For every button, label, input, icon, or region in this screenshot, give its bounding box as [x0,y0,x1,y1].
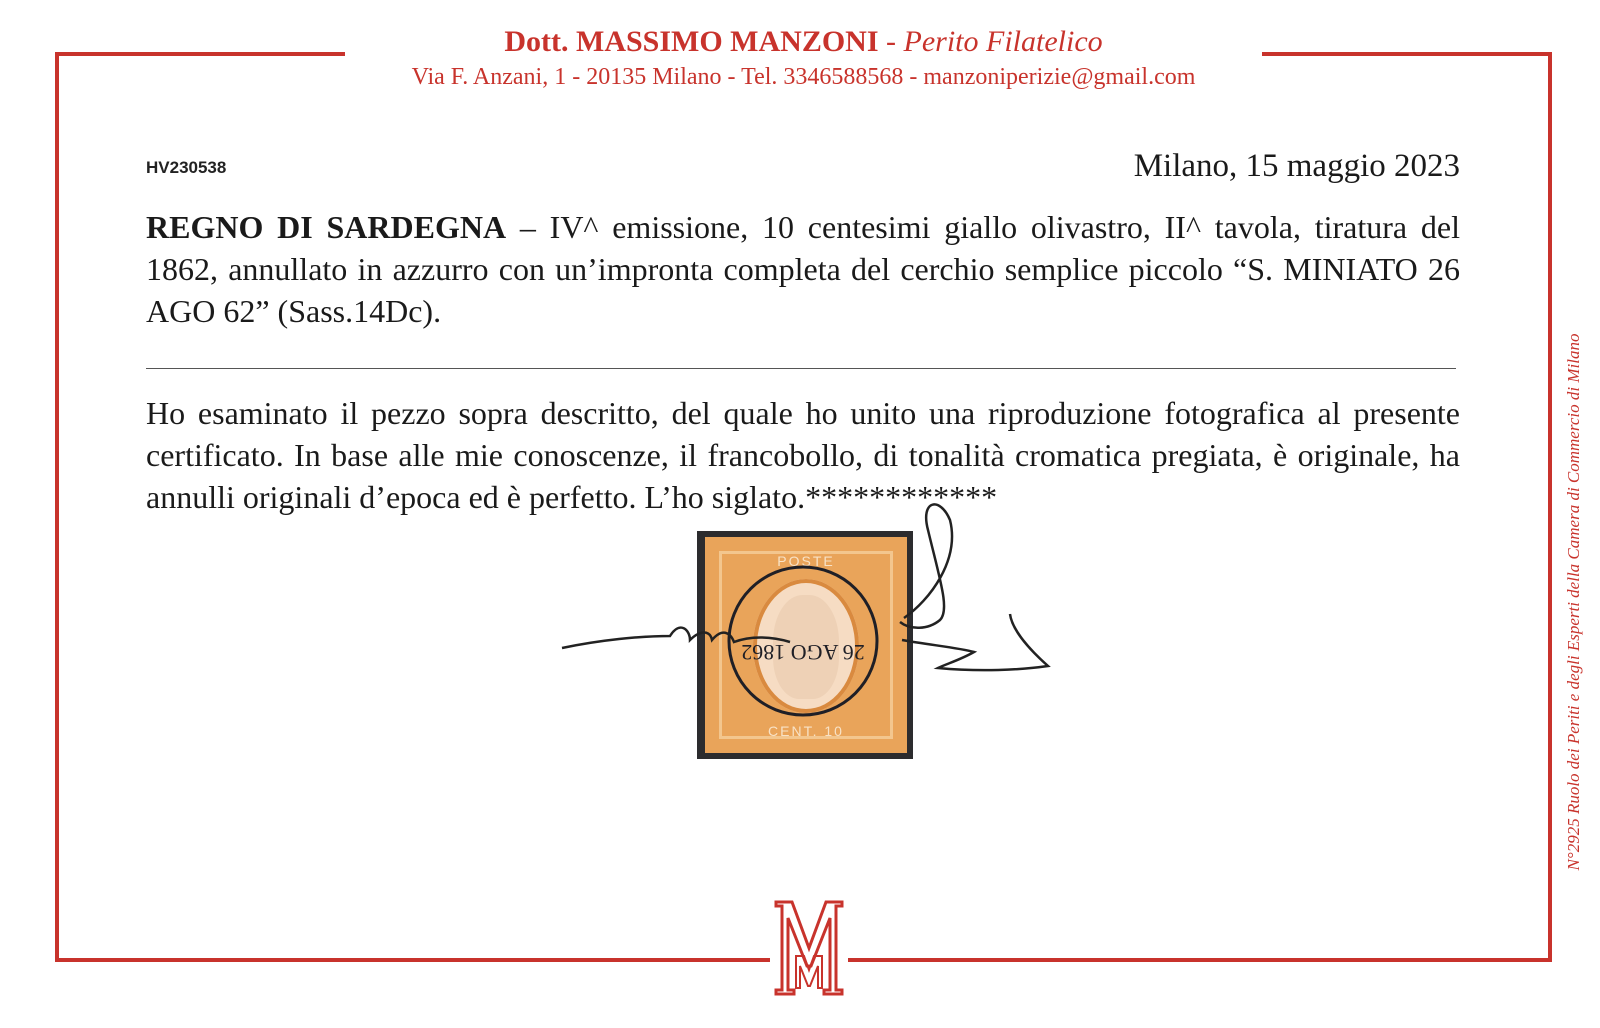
description-title: REGNO DI SARDEGNA [146,209,507,245]
postmark-text: 26 AGO 1862 [741,640,865,665]
expert-name: Dott. MASSIMO MANZONI [504,25,879,58]
contact-line: Via F. Anzani, 1 - 20135 Milano - Tel. 3346588568 - manzoniperizie@gmail.com [411,64,1196,90]
mm-logo [770,896,848,1002]
certificate-id: HV230538 [146,158,227,177]
place-date: Milano, 15 maggio 2023 [1133,148,1460,184]
declaration-text: Ho esaminato il pezzo sopra descritto, del quale ho unito una riproduzione fotografica al presente certificato. In base alle mie conoscenze, il francobollo, di tonalità cromatica pregiata, è originale, ha annulli originali d’epoca ed è perfetto. L’ho siglato.************ [146,395,1460,515]
stamp-bottom-text: CENT. 10 [768,723,844,739]
description-text: – IV^ emissione, 10 centesimi giallo olivastro, II^ tavola, tiratura del 1862, annullato in azzurro con un’impronta completa del cerchio semplice piccolo “S. MINIATO 26 AGO 62” (Sass.14Dc). [146,209,1461,329]
expert-role: Perito Filatelico [903,25,1103,58]
stamp-top-text: POSTE [777,553,835,569]
registry-note: N°2925 Ruolo dei Periti e degli Esperti della Camera di Commercio di Milano [1564,333,1583,871]
title-separator: - [878,25,904,58]
